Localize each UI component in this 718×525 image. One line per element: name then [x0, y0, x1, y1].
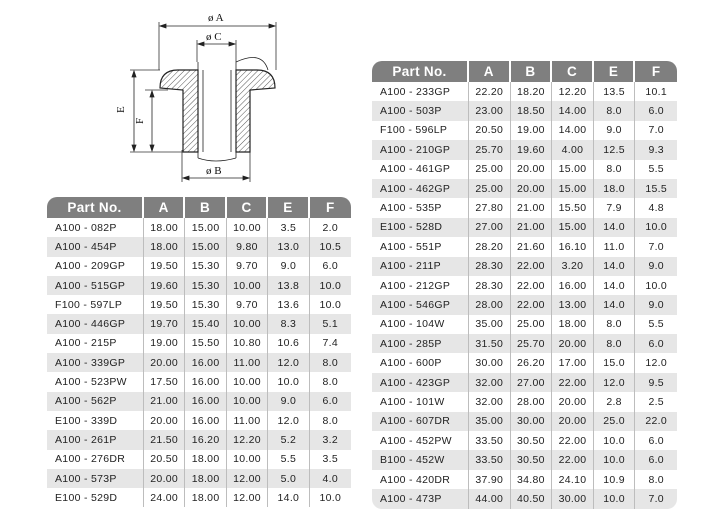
c-value-cell: 22.00 — [552, 431, 594, 450]
b-value-cell: 16.00 — [185, 372, 226, 391]
a-value-cell: 31.50 — [469, 334, 511, 353]
part-number-cell: A100 - 473P — [372, 489, 469, 508]
table-header-row — [47, 197, 351, 218]
part-number-cell: A100 - 423GP — [372, 373, 469, 392]
e-value-cell: 9.0 — [268, 257, 309, 276]
e-value-cell: 11.0 — [594, 237, 636, 256]
table-row — [372, 101, 677, 120]
e-value-cell: 5.2 — [268, 430, 309, 449]
part-number-cell: A100 - 233GP — [372, 82, 469, 101]
table-row — [47, 353, 351, 372]
table-row — [47, 334, 351, 353]
part-number-cell: A100 - 101W — [372, 392, 469, 411]
b-value-cell: 40.50 — [511, 489, 553, 508]
b-value-cell: 15.00 — [185, 218, 226, 237]
f-value-cell: 10.0 — [319, 298, 342, 311]
a-value-cell: 23.00 — [469, 101, 511, 120]
c-value-cell: 17.00 — [552, 353, 594, 372]
f-value-cell: 9.3 — [635, 140, 677, 159]
f-value-cell: 10.0 — [310, 276, 351, 295]
table-row — [372, 373, 677, 392]
f-value-cell: 5.1 — [310, 314, 351, 333]
f-value-cell: 7.0 — [648, 124, 664, 137]
part-number-cell: A100 - 210GP — [372, 140, 469, 159]
c-value-cell: 16.10 — [552, 237, 594, 256]
f-value-cell: 10.5 — [310, 237, 351, 256]
f-value-cell: 7.4 — [322, 337, 339, 350]
a-value-cell: 32.00 — [469, 392, 511, 411]
part-number-cell: A100 - 607DR — [372, 412, 469, 431]
table-row — [372, 412, 677, 431]
f-value-cell: 10.0 — [319, 491, 342, 504]
b-value-cell: 15.00 — [185, 237, 226, 256]
e-value-cell: 10.0 — [594, 489, 636, 508]
e-value-cell: 15.0 — [594, 353, 636, 372]
b-value-cell: 20.00 — [511, 179, 553, 198]
f-value-cell: 6.0 — [310, 392, 351, 411]
parts-table-left — [47, 197, 351, 507]
part-number-cell: A100 - 082P — [47, 218, 144, 237]
b-value-cell: 22.00 — [511, 295, 553, 314]
a-value-cell: 20.50 — [144, 450, 185, 469]
c-value-cell: 22.00 — [552, 450, 594, 469]
e-value-cell: 13.5 — [594, 82, 636, 101]
c-value-cell: 15.00 — [552, 179, 594, 198]
a-value-cell: 35.00 — [469, 412, 511, 431]
f-value-cell: 10.1 — [645, 85, 667, 98]
a-value-cell: 17.50 — [144, 372, 185, 391]
c-value-cell: 10.80 — [227, 334, 268, 353]
header-a: A — [144, 197, 185, 218]
part-number-cell: A100 - 104W — [372, 315, 469, 334]
e-value-cell: 8.0 — [594, 101, 636, 120]
e-value-cell: 7.9 — [594, 198, 636, 217]
f-value-cell: 3.2 — [310, 430, 351, 449]
part-number-cell: A100 - 546GP — [372, 295, 469, 314]
table-row — [372, 82, 677, 101]
e-value-cell: 14.0 — [268, 488, 309, 507]
c-value-cell: 13.00 — [552, 295, 594, 314]
a-value-cell: 25.00 — [469, 179, 511, 198]
header-a: A — [469, 61, 511, 82]
c-value-cell: 15.00 — [552, 160, 594, 179]
table-row — [47, 488, 351, 507]
e-value-cell: 10.0 — [594, 450, 636, 469]
table-row — [47, 314, 351, 333]
f-value-cell: 4.0 — [310, 469, 351, 488]
part-number-cell: A100 - 462GP — [372, 179, 469, 198]
part-number-cell: A100 - 503P — [372, 101, 469, 120]
header-e: E — [268, 197, 309, 218]
b-value-cell: 27.00 — [511, 373, 553, 392]
part-number-cell: A100 - 515GP — [47, 276, 144, 295]
part-number-cell: A100 - 562P — [47, 392, 144, 411]
f-value-cell: 2.5 — [648, 395, 664, 408]
table-row — [372, 489, 677, 508]
c-value-cell: 10.00 — [227, 218, 268, 237]
f-value-cell: 8.0 — [322, 414, 339, 427]
e-value-cell: 5.5 — [268, 450, 309, 469]
e-value-cell: 10.0 — [268, 372, 309, 391]
b-value-cell: 30.50 — [511, 450, 553, 469]
part-number-cell: A100 - 461GP — [372, 160, 469, 179]
c-value-cell: 20.00 — [552, 392, 594, 411]
part-number-cell: A100 - 339GP — [47, 353, 144, 372]
b-value-cell: 22.00 — [511, 257, 553, 276]
table-row — [372, 121, 677, 140]
f-value-cell: 6.0 — [635, 101, 677, 120]
f-value-cell: 7.0 — [648, 240, 664, 253]
e-value-cell: 2.8 — [594, 392, 636, 411]
f-value-cell: 9.5 — [635, 373, 677, 392]
table-row — [372, 315, 677, 334]
c-value-cell: 20.00 — [552, 412, 594, 431]
e-value-cell: 13.0 — [268, 237, 309, 256]
b-value-cell: 15.30 — [185, 257, 226, 276]
part-number-cell: E100 - 339D — [47, 411, 144, 430]
c-value-cell: 24.10 — [552, 470, 594, 489]
part-number-cell: A100 - 285P — [372, 334, 469, 353]
b-value-cell: 21.00 — [511, 218, 553, 237]
f-value-cell: 6.0 — [635, 334, 677, 353]
c-value-cell: 16.00 — [552, 276, 594, 295]
c-value-cell: 11.00 — [227, 353, 268, 372]
a-value-cell: 30.00 — [469, 353, 511, 372]
a-value-cell: 21.00 — [144, 392, 185, 411]
table-row — [372, 353, 677, 372]
a-value-cell: 32.00 — [469, 373, 511, 392]
f-value-cell: 6.0 — [322, 260, 339, 273]
c-value-cell: 10.00 — [227, 450, 268, 469]
b-value-cell: 15.30 — [185, 276, 226, 295]
e-value-cell: 13.6 — [268, 295, 309, 314]
header-part-no: Part No. — [372, 61, 469, 82]
b-value-cell: 18.20 — [511, 82, 553, 101]
part-number-cell: E100 - 528D — [372, 218, 469, 237]
b-value-cell: 21.60 — [511, 237, 553, 256]
b-value-cell: 30.00 — [511, 412, 553, 431]
f-value-cell: 12.0 — [645, 357, 667, 370]
header-c: C — [227, 197, 268, 218]
b-value-cell: 18.50 — [511, 101, 553, 120]
e-value-cell: 9.0 — [594, 121, 636, 140]
part-number-cell: A100 - 209GP — [47, 257, 144, 276]
c-value-cell: 11.00 — [227, 411, 268, 430]
e-value-cell: 14.0 — [594, 295, 636, 314]
table-row — [372, 334, 677, 353]
part-number-cell: A100 - 212GP — [372, 276, 469, 295]
part-number-cell: A100 - 276DR — [47, 450, 144, 469]
table-row — [47, 276, 351, 295]
header-f: F — [310, 197, 351, 218]
header-c: C — [552, 61, 594, 82]
e-value-cell: 8.0 — [594, 160, 636, 179]
bushing-cross-section-diagram — [100, 4, 300, 188]
table-row — [372, 392, 677, 411]
a-value-cell: 18.00 — [144, 237, 185, 256]
part-number-cell: A100 - 523PW — [47, 372, 144, 391]
part-number-cell: A100 - 573P — [47, 469, 144, 488]
table-row — [47, 411, 351, 430]
b-value-cell: 19.60 — [511, 140, 553, 159]
table-row — [372, 237, 677, 256]
e-value-cell: 12.0 — [594, 373, 636, 392]
b-value-cell: 18.00 — [185, 469, 226, 488]
b-value-cell: 18.00 — [185, 450, 226, 469]
b-value-cell: 21.00 — [511, 198, 553, 217]
table-row — [47, 218, 351, 237]
b-value-cell: 15.50 — [185, 334, 226, 353]
f-value-cell: 10.0 — [645, 279, 667, 292]
table-row — [372, 160, 677, 179]
f-value-cell: 9.0 — [635, 295, 677, 314]
table-row — [47, 392, 351, 411]
a-value-cell: 20.00 — [144, 469, 185, 488]
c-value-cell: 22.00 — [552, 373, 594, 392]
b-value-cell: 18.00 — [185, 488, 226, 507]
part-number-cell: F100 - 597LP — [47, 295, 144, 314]
b-value-cell: 20.00 — [511, 160, 553, 179]
a-value-cell: 35.00 — [469, 315, 511, 334]
table-row — [372, 276, 677, 295]
part-number-cell: A100 - 535P — [372, 198, 469, 217]
a-value-cell: 21.50 — [144, 430, 185, 449]
f-value-cell: 8.0 — [322, 376, 339, 389]
header-f: F — [635, 61, 677, 82]
a-value-cell: 19.70 — [144, 314, 185, 333]
part-number-cell: A100 - 215P — [47, 334, 144, 353]
f-value-cell: 8.0 — [310, 353, 351, 372]
e-value-cell: 14.0 — [594, 257, 636, 276]
c-value-cell: 12.00 — [227, 469, 268, 488]
c-value-cell: 9.70 — [227, 257, 268, 276]
c-value-cell: 12.00 — [227, 488, 268, 507]
f-value-cell: 7.0 — [635, 489, 677, 508]
c-value-cell: 4.00 — [552, 140, 594, 159]
table-row — [372, 431, 677, 450]
table-row — [47, 430, 351, 449]
c-value-cell: 9.80 — [227, 237, 268, 256]
e-value-cell: 18.0 — [594, 179, 636, 198]
part-number-cell: E100 - 529D — [47, 488, 144, 507]
part-number-cell: A100 - 454P — [47, 237, 144, 256]
dim-label-f: F — [134, 117, 146, 124]
c-value-cell: 10.00 — [227, 314, 268, 333]
f-value-cell: 5.5 — [648, 163, 664, 176]
parts-table-right — [372, 61, 677, 509]
c-value-cell: 14.00 — [552, 121, 594, 140]
b-value-cell: 16.00 — [185, 353, 226, 372]
c-value-cell: 10.00 — [227, 392, 268, 411]
e-value-cell: 13.8 — [268, 276, 309, 295]
table-header-row — [372, 61, 677, 82]
c-value-cell: 14.00 — [552, 101, 594, 120]
dim-label-e: E — [115, 106, 127, 113]
a-value-cell: 44.00 — [469, 489, 511, 508]
a-value-cell: 28.30 — [469, 257, 511, 276]
c-value-cell: 30.00 — [552, 489, 594, 508]
f-value-cell: 6.0 — [635, 450, 677, 469]
a-value-cell: 18.00 — [144, 218, 185, 237]
a-value-cell: 25.70 — [469, 140, 511, 159]
e-value-cell: 10.9 — [594, 470, 636, 489]
b-value-cell: 28.00 — [511, 392, 553, 411]
c-value-cell: 15.50 — [552, 198, 594, 217]
a-value-cell: 27.00 — [469, 218, 511, 237]
f-value-cell: 15.5 — [635, 179, 677, 198]
a-value-cell: 19.00 — [144, 334, 185, 353]
f-value-cell: 3.5 — [322, 453, 339, 466]
table-row — [372, 295, 677, 314]
table-row — [372, 140, 677, 159]
c-value-cell: 12.20 — [552, 82, 594, 101]
f-value-cell: 4.8 — [648, 202, 664, 215]
a-value-cell: 19.60 — [144, 276, 185, 295]
e-value-cell: 12.5 — [594, 140, 636, 159]
c-value-cell: 12.20 — [227, 430, 268, 449]
b-value-cell: 16.20 — [185, 430, 226, 449]
table-row — [47, 469, 351, 488]
table-row — [372, 257, 677, 276]
a-value-cell: 20.00 — [144, 411, 185, 430]
header-e: E — [594, 61, 636, 82]
f-value-cell: 5.5 — [648, 318, 664, 331]
table-row — [47, 450, 351, 469]
a-value-cell: 33.50 — [469, 450, 511, 469]
dim-label-a: ø A — [208, 12, 224, 24]
part-number-cell: A100 - 446GP — [47, 314, 144, 333]
b-value-cell: 16.00 — [185, 411, 226, 430]
part-number-cell: A100 - 211P — [372, 257, 469, 276]
header-part-no: Part No. — [47, 197, 144, 218]
e-value-cell: 14.0 — [594, 276, 636, 295]
f-value-cell: 6.0 — [648, 434, 664, 447]
b-value-cell: 15.40 — [185, 314, 226, 333]
c-value-cell: 9.70 — [227, 295, 268, 314]
b-value-cell: 16.00 — [185, 392, 226, 411]
c-value-cell: 15.00 — [552, 218, 594, 237]
e-value-cell: 8.0 — [594, 315, 636, 334]
e-value-cell: 5.0 — [268, 469, 309, 488]
e-value-cell: 25.0 — [594, 412, 636, 431]
e-value-cell: 3.5 — [268, 218, 309, 237]
b-value-cell: 15.30 — [185, 295, 226, 314]
c-value-cell: 10.00 — [227, 372, 268, 391]
b-value-cell: 25.70 — [511, 334, 553, 353]
part-number-cell: A100 - 261P — [47, 430, 144, 449]
f-value-cell: 10.0 — [635, 218, 677, 237]
table-row — [47, 295, 351, 314]
b-value-cell: 19.00 — [511, 121, 553, 140]
e-value-cell: 9.0 — [268, 392, 309, 411]
table-row — [47, 372, 351, 391]
a-value-cell: 25.00 — [469, 160, 511, 179]
c-value-cell: 20.00 — [552, 334, 594, 353]
part-number-cell: F100 - 596LP — [372, 121, 469, 140]
e-value-cell: 8.0 — [594, 334, 636, 353]
table-row — [372, 198, 677, 217]
b-value-cell: 30.50 — [511, 431, 553, 450]
b-value-cell: 34.80 — [511, 470, 553, 489]
part-number-cell: A100 - 420DR — [372, 470, 469, 489]
f-value-cell: 9.0 — [635, 257, 677, 276]
c-value-cell: 10.00 — [227, 276, 268, 295]
a-value-cell: 28.00 — [469, 295, 511, 314]
part-number-cell: A100 - 600P — [372, 353, 469, 372]
e-value-cell: 14.0 — [594, 218, 636, 237]
part-number-cell: B100 - 452W — [372, 450, 469, 469]
a-value-cell: 27.80 — [469, 198, 511, 217]
dim-label-b: ø B — [206, 165, 222, 177]
b-value-cell: 22.00 — [511, 276, 553, 295]
table-row — [372, 470, 677, 489]
e-value-cell: 8.3 — [268, 314, 309, 333]
part-number-cell: A100 - 452PW — [372, 431, 469, 450]
f-value-cell: 2.0 — [322, 221, 339, 234]
a-value-cell: 19.50 — [144, 295, 185, 314]
e-value-cell: 12.0 — [268, 411, 309, 430]
header-b: B — [511, 61, 553, 82]
table-row — [372, 179, 677, 198]
table-row — [372, 450, 677, 469]
a-value-cell: 20.00 — [144, 353, 185, 372]
b-value-cell: 26.20 — [511, 353, 553, 372]
e-value-cell: 10.6 — [268, 334, 309, 353]
e-value-cell: 10.0 — [594, 431, 636, 450]
f-value-cell: 22.0 — [635, 412, 677, 431]
table-row — [372, 218, 677, 237]
e-value-cell: 12.0 — [268, 353, 309, 372]
a-value-cell: 28.30 — [469, 276, 511, 295]
a-value-cell: 28.20 — [469, 237, 511, 256]
dim-label-c: ø C — [206, 31, 222, 43]
part-number-cell: A100 - 551P — [372, 237, 469, 256]
header-b: B — [185, 197, 226, 218]
a-value-cell: 33.50 — [469, 431, 511, 450]
c-value-cell: 18.00 — [552, 315, 594, 334]
f-value-cell: 8.0 — [648, 473, 664, 486]
b-value-cell: 25.00 — [511, 315, 553, 334]
a-value-cell: 24.00 — [144, 488, 185, 507]
a-value-cell: 20.50 — [469, 121, 511, 140]
a-value-cell: 19.50 — [144, 257, 185, 276]
c-value-cell: 3.20 — [552, 257, 594, 276]
a-value-cell: 37.90 — [469, 470, 511, 489]
table-row — [47, 237, 351, 256]
a-value-cell: 22.20 — [469, 82, 511, 101]
table-row — [47, 257, 351, 276]
